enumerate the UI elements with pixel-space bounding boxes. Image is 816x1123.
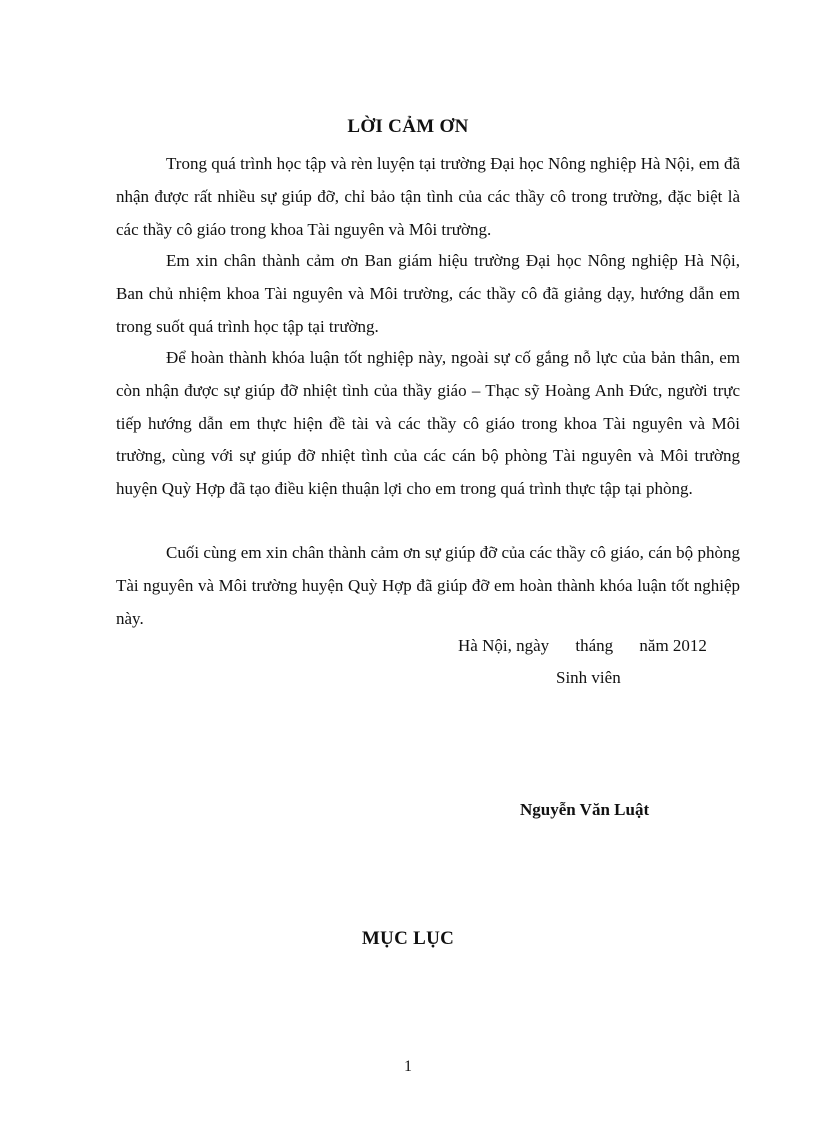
- signature-role: Sinh viên: [556, 668, 621, 687]
- signature-name: Nguyễn Văn Luật: [520, 800, 650, 819]
- toc-heading: MỤC LỤC: [361, 928, 455, 949]
- signature-year: năm 2012: [639, 636, 707, 655]
- page-number: 1: [404, 1058, 412, 1075]
- paragraph-1: Trong quá trình học tập và rèn luyện tại trường Đại học Nông nghiệp Hà Nội, em đã nhận được rất nhiều sự giúp đỡ, chỉ bảo tận tình của các thầy cô trong trường, đặc biệt là các thầy cô giáo trong khoa Tài nguyên và Môi trường.: [116, 154, 740, 239]
- acknowledgement-heading: LỜI CẢM ƠN: [347, 116, 469, 137]
- signature-month: tháng: [575, 636, 614, 655]
- paragraph-3: Để hoàn thành khóa luận tốt nghiệp này, ngoài sự cố gắng nỗ lực của bản thân, em còn nhận được sự giúp đỡ nhiệt tình của thầy giáo – Thạc sỹ Hoàng Anh Đức, người trực tiếp hướng dẫn em thực hiện đề tài và các thầy cô giáo trong khoa Tài nguyên và Môi trường, cùng với sự giúp đỡ nhiệt tình của các cán bộ phòng Tài nguyên và Môi trường huyện Quỳ Hợp đã tạo điều kiện thuận lợi cho em trong quá trình thực tập tại phòng.: [116, 348, 740, 499]
- signature-date: [458, 636, 707, 656]
- paragraph-4: Cuối cùng em xin chân thành cảm ơn sự giúp đỡ của các thầy cô giáo, cán bộ phòng Tài nguyên và Môi trường huyện Quỳ Hợp đã giúp đỡ em hoàn thành khóa luận tốt nghiệp này.: [116, 543, 740, 628]
- paragraph-2: Em xin chân thành cảm ơn Ban giám hiệu trường Đại học Nông nghiệp Hà Nội, Ban chủ nhiệm khoa Tài nguyên và Môi trường, các thầy cô đã giảng dạy, hướng dẫn em trong suốt quá trình học tập tại trường.: [116, 251, 740, 336]
- signature-place-day: Hà Nội, ngày: [458, 636, 550, 655]
